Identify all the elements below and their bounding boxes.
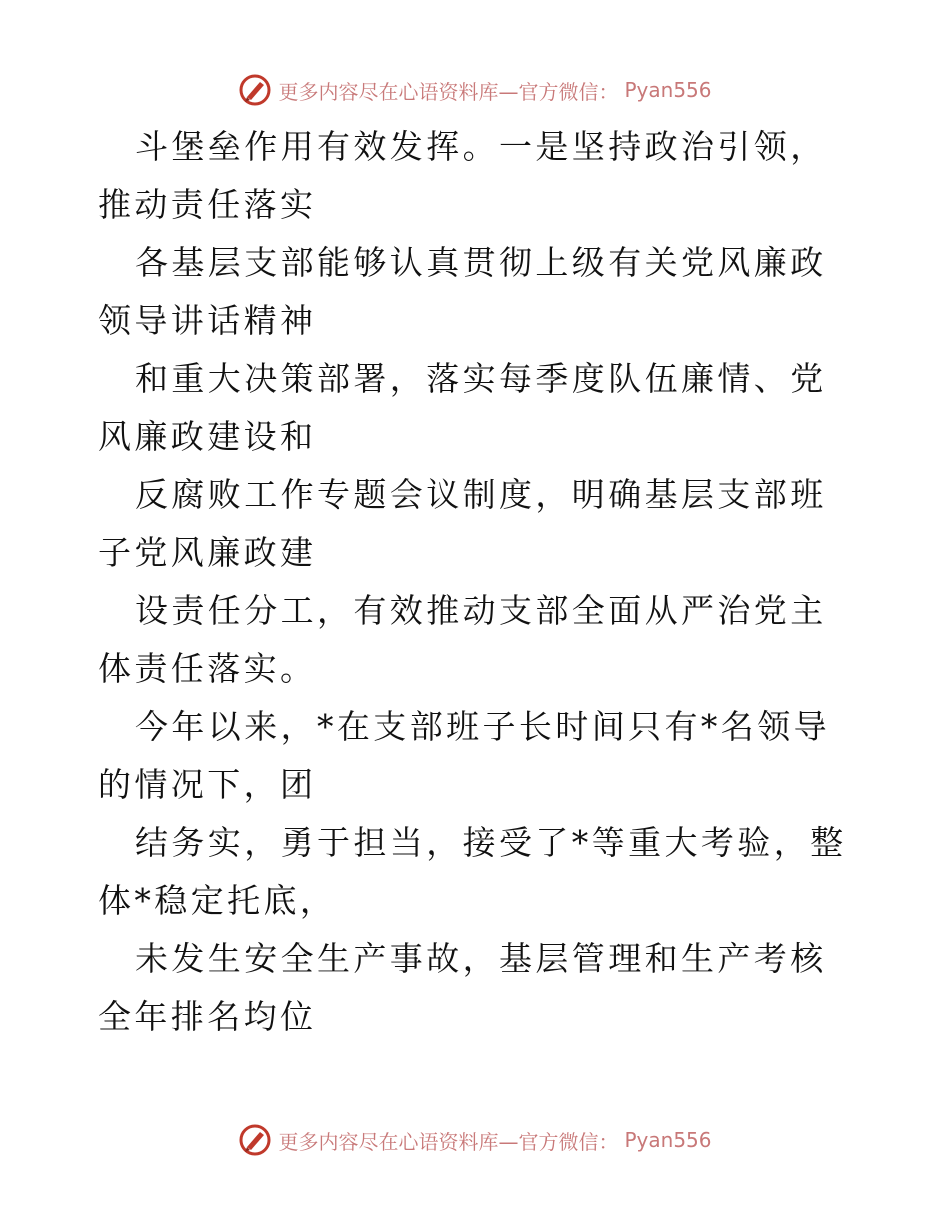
document-body <box>98 118 852 1046</box>
paragraph: 未发生安全生产事故，基层管理和生产考核全年排名均位 <box>98 939 827 1036</box>
watermark-text: 更多内容尽在心语资料库—官方微信： <box>278 1129 619 1154</box>
paragraph: 和重大决策部署，落实每季度队伍廉情、党风廉政建设和 <box>98 359 827 456</box>
watermark-wechat-id: Pyan556 <box>624 78 712 102</box>
paragraph: 设责任分工，有效推动支部全面从严治党主体责任落实。 <box>98 591 827 688</box>
paragraph: 结务实，勇于担当，接受了*等重大考验，整体*稳定托底， <box>98 823 847 920</box>
watermark-wechat-id: Pyan556 <box>624 1128 712 1152</box>
pen-logo-icon <box>238 73 272 107</box>
footer-watermark <box>0 1120 950 1160</box>
pen-logo-icon <box>238 1123 272 1157</box>
header-watermark <box>0 70 950 110</box>
paragraph: 各基层支部能够认真贯彻上级有关党风廉政领导讲话精神 <box>98 243 827 340</box>
paragraph: 今年以来，*在支部班子长时间只有*名领导的情况下，团 <box>98 707 830 804</box>
watermark-text: 更多内容尽在心语资料库—官方微信： <box>278 79 619 104</box>
paragraph: 反腐败工作专题会议制度，明确基层支部班子党风廉政建 <box>98 475 827 572</box>
paragraph: 斗堡垒作用有效发挥。一是坚持政治引领，推动责任落实 <box>98 127 827 224</box>
